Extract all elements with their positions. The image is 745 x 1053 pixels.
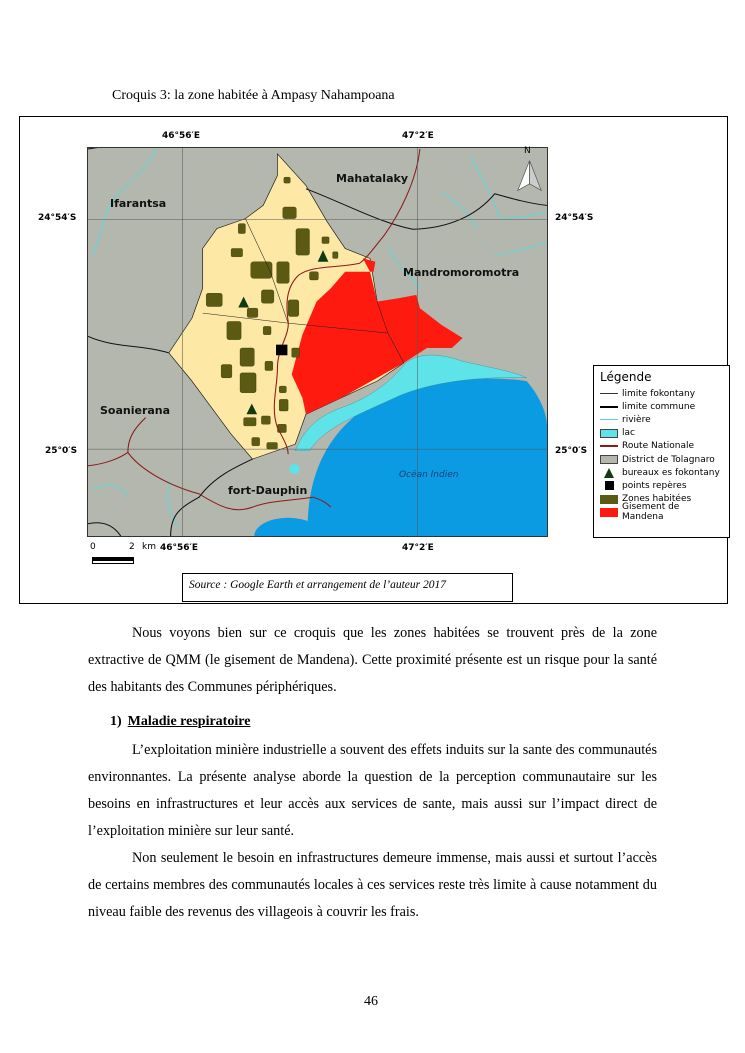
lac-small (289, 464, 300, 474)
paragraph-3: Non seulement le besoin en infrastructures demeure immense, mais aussi et surtout l’accès de certains membres des communautés locales à ces services reste très limite à cause notamment du niveau faible des revenus des villageois à couvrir les frais. (88, 850, 657, 920)
lat-label-left-bottom: 25°0′S (45, 446, 78, 456)
legend-label: lac (622, 428, 635, 439)
paragraph-1: Nous voyons bien sur ce croquis que les zones habitées se trouvent près de la zone extractive de QMM (le gisement de Mandena). Cette proximité présente est un risque pour la santé des habitants des Communes périphériques. (88, 625, 657, 695)
scale-unit: km (142, 542, 156, 552)
legend-item (600, 479, 723, 492)
place-mandromoromotra: Mandromoromotra (403, 266, 520, 279)
page-number: 46 (364, 994, 378, 1009)
section-heading (110, 714, 250, 730)
legend-item (600, 466, 723, 479)
legend-label: Route Nationale (622, 441, 695, 452)
point-repere (276, 345, 287, 356)
legend-label: District de Tolagnaro (622, 454, 715, 465)
place-fort-dauphin: fort-Dauphin (228, 484, 308, 497)
legend-label: rivière (622, 414, 651, 425)
map-legend (593, 365, 730, 538)
legend-item (600, 400, 723, 413)
lon-label-bottom-right: 47°2′E (402, 543, 434, 553)
lat-label-right-top: 24°54′S (555, 213, 594, 223)
legend-label: limite fokontany (622, 388, 696, 399)
lat-label-left-top: 24°54′S (38, 213, 77, 223)
legend-item (600, 453, 723, 466)
north-label: N (524, 146, 531, 156)
paragraph-2: L’exploitation minière industrielle a souvent des effets induits sur la sante des communautés environnantes. La présente analyse aborde la question de la perception communautaire sur les besoins en infrastructures et leur accès aux services de sante, mais aussi sur l’impact direct de l’exploitation minière sur leur santé. (88, 742, 657, 839)
scale-zero: 0 (90, 542, 96, 552)
scale-two: 2 (129, 542, 135, 552)
legend-label: points repères (622, 480, 687, 491)
lon-label-bottom-left: 46°56′E (160, 543, 199, 553)
heading-number: 1) (110, 714, 122, 729)
place-ifarantsa: Ifarantsa (110, 197, 167, 210)
legend-label: limite commune (622, 401, 696, 412)
figure-caption: Croquis 3: la zone habitée à Ampasy Nahampoana (112, 88, 395, 103)
lat-label-right-bottom: 25°0′S (555, 446, 588, 456)
place-ocean-indien: Océan Indien (399, 470, 459, 480)
place-soanierana: Soanierana (100, 404, 171, 417)
lon-label-top-right: 47°2′E (402, 131, 434, 141)
map-source: Source : Google Earth et arrangement de l’auteur 2017 (182, 573, 513, 602)
heading-text: Maladie respiratoire (127, 714, 251, 729)
legend-item (600, 387, 723, 400)
legend-title: Légende (600, 370, 652, 384)
scale-bar (92, 557, 134, 564)
place-mahatalaky: Mahatalaky (336, 172, 408, 185)
legend-item (600, 427, 723, 440)
legend-label: Zones habitées (622, 494, 692, 505)
lon-label-top-left: 46°56′E (162, 131, 201, 141)
triangle-icon (604, 468, 614, 478)
legend-item (600, 440, 723, 453)
legend-item (600, 502, 723, 523)
legend-label: Gisement de Mandena (622, 502, 680, 523)
legend-item (600, 413, 723, 426)
square-icon (605, 481, 614, 490)
legend-label: bureaux es fokontany (622, 467, 720, 478)
